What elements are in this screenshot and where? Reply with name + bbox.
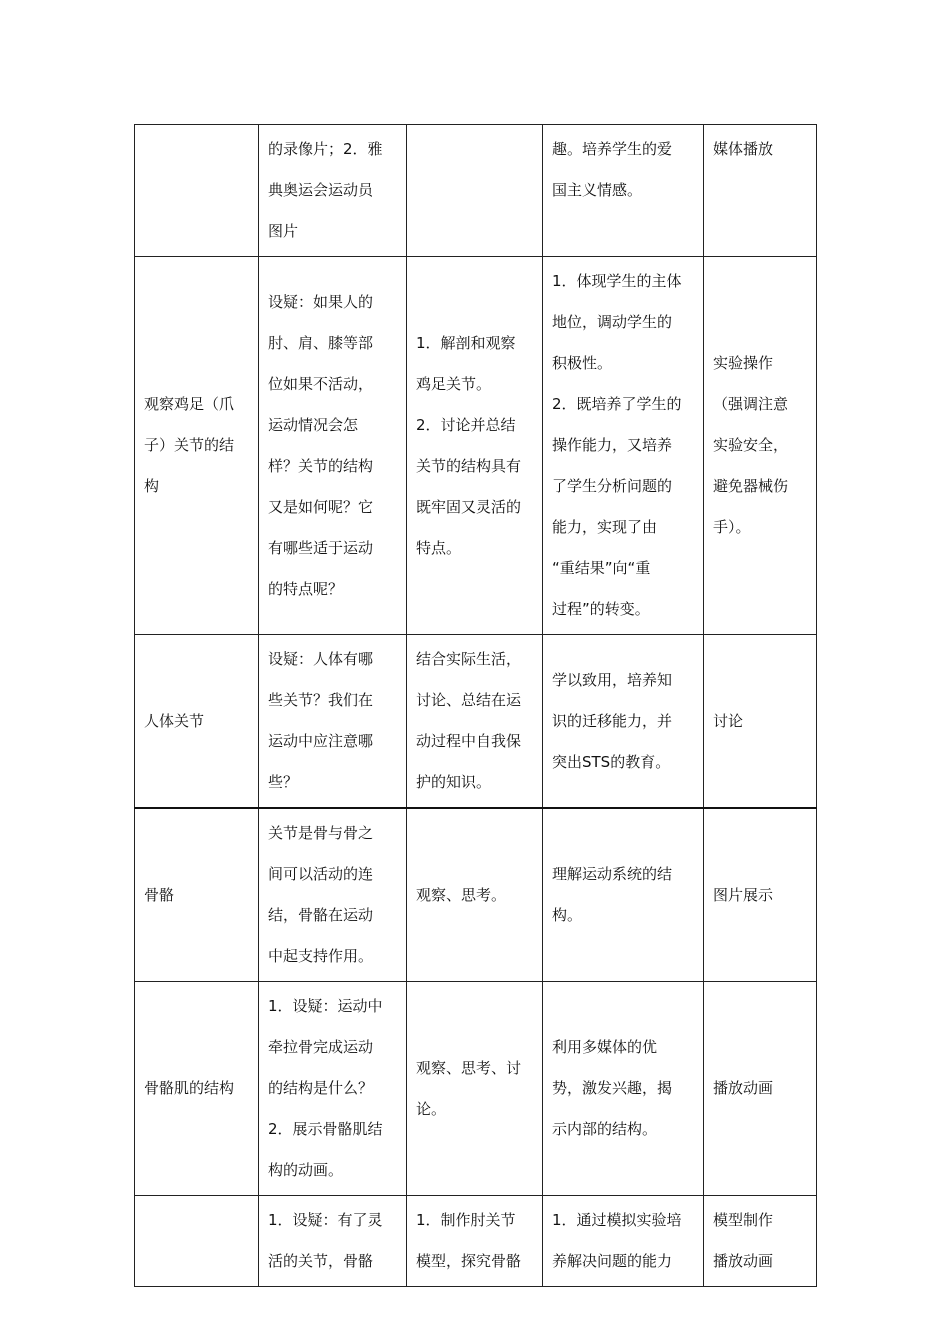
text-line: 典奥运会运动员: [268, 181, 374, 199]
cell-text: [416, 639, 534, 803]
cell-step: [135, 1196, 259, 1287]
text-line: 构的动画。: [268, 1161, 344, 1179]
text-line: 子）关节的结: [144, 436, 235, 454]
text-line: 论。: [416, 1099, 447, 1118]
text-line: 人体关节: [144, 711, 205, 730]
text-line: 特点。: [416, 538, 462, 557]
cell-text: [552, 854, 695, 936]
text-line: 积极性。: [552, 354, 613, 372]
text-line: 图片展示: [713, 885, 774, 904]
text-line: 活的关节，骨骼: [268, 1252, 374, 1270]
text-line: 1．体现学生的主体: [552, 272, 682, 290]
cell-text: [552, 129, 695, 211]
cell-text: [416, 875, 534, 916]
text-line: 了学生分析问题的: [552, 477, 673, 495]
text-line: 播放动画: [713, 1252, 774, 1270]
text-line: 实验安全，: [713, 436, 789, 454]
text-line: 1．制作肘关节: [416, 1211, 516, 1229]
text-line: 动过程中自我保: [416, 732, 522, 750]
text-line: 2．展示骨骼肌结: [268, 1120, 383, 1138]
text-line: 播放动画: [713, 1079, 774, 1097]
cell-design-intent: [543, 1196, 704, 1287]
cell-text: [713, 129, 808, 170]
cell-step: [135, 808, 259, 982]
cell-text: [268, 282, 398, 610]
cell-step: [135, 125, 259, 257]
text-line: 理解运动系统的结: [552, 865, 673, 883]
cell-step: [135, 257, 259, 635]
text-line: 示内部的结构。: [552, 1120, 658, 1138]
cell-teacher-activity: [259, 635, 407, 809]
cell-text: [416, 323, 534, 569]
text-line: 2．讨论并总结: [416, 415, 516, 434]
text-line: 养解决问题的能力: [552, 1252, 673, 1270]
text-line: 结，骨骼在运动: [268, 906, 374, 924]
cell-student-activity: [407, 635, 543, 809]
text-line: 构。: [552, 906, 583, 924]
cell-teacher-activity: [259, 125, 407, 257]
text-line: 地位，调动学生的: [552, 313, 673, 331]
cell-text: [144, 384, 250, 507]
text-line: 趣。培养学生的爱: [552, 140, 673, 158]
text-line: 观察鸡足（爪: [144, 395, 235, 413]
cell-text: [144, 875, 250, 916]
text-line: 运动中应注意哪: [268, 732, 374, 750]
cell-text: [144, 1068, 250, 1109]
text-line: 势，激发兴趣，揭: [552, 1079, 673, 1097]
text-line: 骨骼: [144, 885, 175, 904]
cell-text: [552, 1027, 695, 1150]
text-line: 图片: [268, 222, 299, 240]
cell-text: [416, 1200, 534, 1282]
text-line: 过程”的转变。: [552, 600, 650, 618]
cell-step: [135, 982, 259, 1196]
cell-text: [552, 660, 695, 783]
text-line: “重结果”向“重: [552, 559, 651, 577]
text-line: 样？关节的结构: [268, 456, 374, 475]
text-line: 构: [144, 477, 160, 495]
text-line: 设疑：人体有哪: [268, 650, 374, 668]
text-line: 识的迁移能力，并: [552, 711, 673, 730]
text-line: 位如果不活动，: [268, 374, 374, 393]
cell-student-activity: [407, 125, 543, 257]
text-line: 1．设疑：运动中: [268, 997, 383, 1015]
cell-text: [713, 1068, 808, 1109]
cell-step: [135, 635, 259, 809]
text-line: 的录像片；2．雅: [268, 140, 383, 158]
text-line: 肘、肩、膝等部: [268, 333, 374, 352]
text-line: 牵拉骨完成运动: [268, 1038, 374, 1056]
cell-text: [268, 813, 398, 977]
text-line: 些关节？我们在: [268, 691, 374, 709]
text-line: 媒体播放: [713, 140, 774, 158]
text-line: 的结构是什么？: [268, 1079, 374, 1097]
table-row: [135, 1196, 817, 1287]
text-line: 1．通过模拟实验培: [552, 1211, 682, 1229]
text-line: 操作能力，又培养: [552, 436, 673, 454]
cell-media: [704, 1196, 817, 1287]
text-line: 学以致用，培养知: [552, 670, 673, 689]
text-line: 有哪些适于运动: [268, 538, 374, 557]
table-body: [135, 125, 817, 1287]
cell-teacher-activity: [259, 982, 407, 1196]
text-line: 国主义情感。: [552, 181, 643, 199]
cell-text: [713, 1200, 808, 1282]
cell-teacher-activity: [259, 257, 407, 635]
cell-student-activity: [407, 808, 543, 982]
cell-media: [704, 125, 817, 257]
cell-teacher-activity: [259, 1196, 407, 1287]
cell-teacher-activity: [259, 808, 407, 982]
cell-student-activity: [407, 257, 543, 635]
text-line: 讨论: [713, 711, 744, 730]
text-line: 设疑：如果人的: [268, 292, 374, 311]
text-line: 鸡足关节。: [416, 374, 492, 393]
table-row: [135, 125, 817, 257]
text-line: 模型，探究骨骼: [416, 1252, 522, 1270]
cell-design-intent: [543, 125, 704, 257]
cell-design-intent: [543, 635, 704, 809]
text-line: 1．设疑：有了灵: [268, 1211, 383, 1229]
cell-text: [713, 343, 808, 548]
text-line: 运动情况会怎: [268, 415, 359, 434]
text-line: 关节是骨与骨之: [268, 824, 374, 842]
cell-design-intent: [543, 808, 704, 982]
cell-text: [713, 701, 808, 742]
text-line: 既牢固又灵活的: [416, 497, 522, 516]
lesson-plan-table: [134, 124, 817, 1287]
text-line: 模型制作: [713, 1211, 774, 1229]
text-line: 实验操作: [713, 354, 774, 372]
text-line: 的特点呢？: [268, 579, 344, 598]
text-line: 观察、思考。: [416, 885, 507, 904]
text-line: 手）。: [713, 518, 751, 536]
cell-text: [268, 129, 398, 252]
cell-text: [552, 261, 695, 630]
table-row: [135, 982, 817, 1196]
cell-media: [704, 808, 817, 982]
text-line: 些？: [268, 773, 299, 791]
cell-text: [713, 875, 808, 916]
cell-media: [704, 982, 817, 1196]
text-line: 能力，实现了由: [552, 518, 658, 536]
text-line: 1．解剖和观察: [416, 333, 516, 352]
text-line: 中起支持作用。: [268, 947, 374, 965]
cell-text: [552, 1200, 695, 1282]
cell-design-intent: [543, 982, 704, 1196]
table-row: [135, 635, 817, 809]
text-line: 关节的结构具有: [416, 456, 522, 475]
text-line: （强调注意: [713, 395, 789, 413]
cell-text: [416, 1048, 534, 1130]
table-row: [135, 808, 817, 982]
text-line: 讨论、总结在运: [416, 691, 522, 709]
cell-student-activity: [407, 982, 543, 1196]
cell-text: [268, 639, 398, 803]
text-line: 利用多媒体的优: [552, 1038, 658, 1056]
table-row: [135, 257, 817, 635]
text-line: 观察、思考、讨: [416, 1058, 522, 1077]
cell-text: [268, 986, 398, 1191]
text-line: 避免器械伤: [713, 477, 789, 495]
cell-media: [704, 257, 817, 635]
text-line: 间可以活动的连: [268, 865, 374, 883]
cell-media: [704, 635, 817, 809]
text-line: 骨骼肌的结构: [144, 1079, 235, 1097]
text-line: 突出STS的教育。: [552, 752, 671, 771]
text-line: 2．既培养了学生的: [552, 395, 682, 413]
cell-design-intent: [543, 257, 704, 635]
cell-text: [144, 701, 250, 742]
text-line: 护的知识。: [416, 773, 492, 791]
text-line: 又是如何呢？它: [268, 497, 374, 516]
cell-student-activity: [407, 1196, 543, 1287]
text-line: 结合实际生活，: [416, 650, 522, 668]
cell-text: [268, 1200, 398, 1282]
